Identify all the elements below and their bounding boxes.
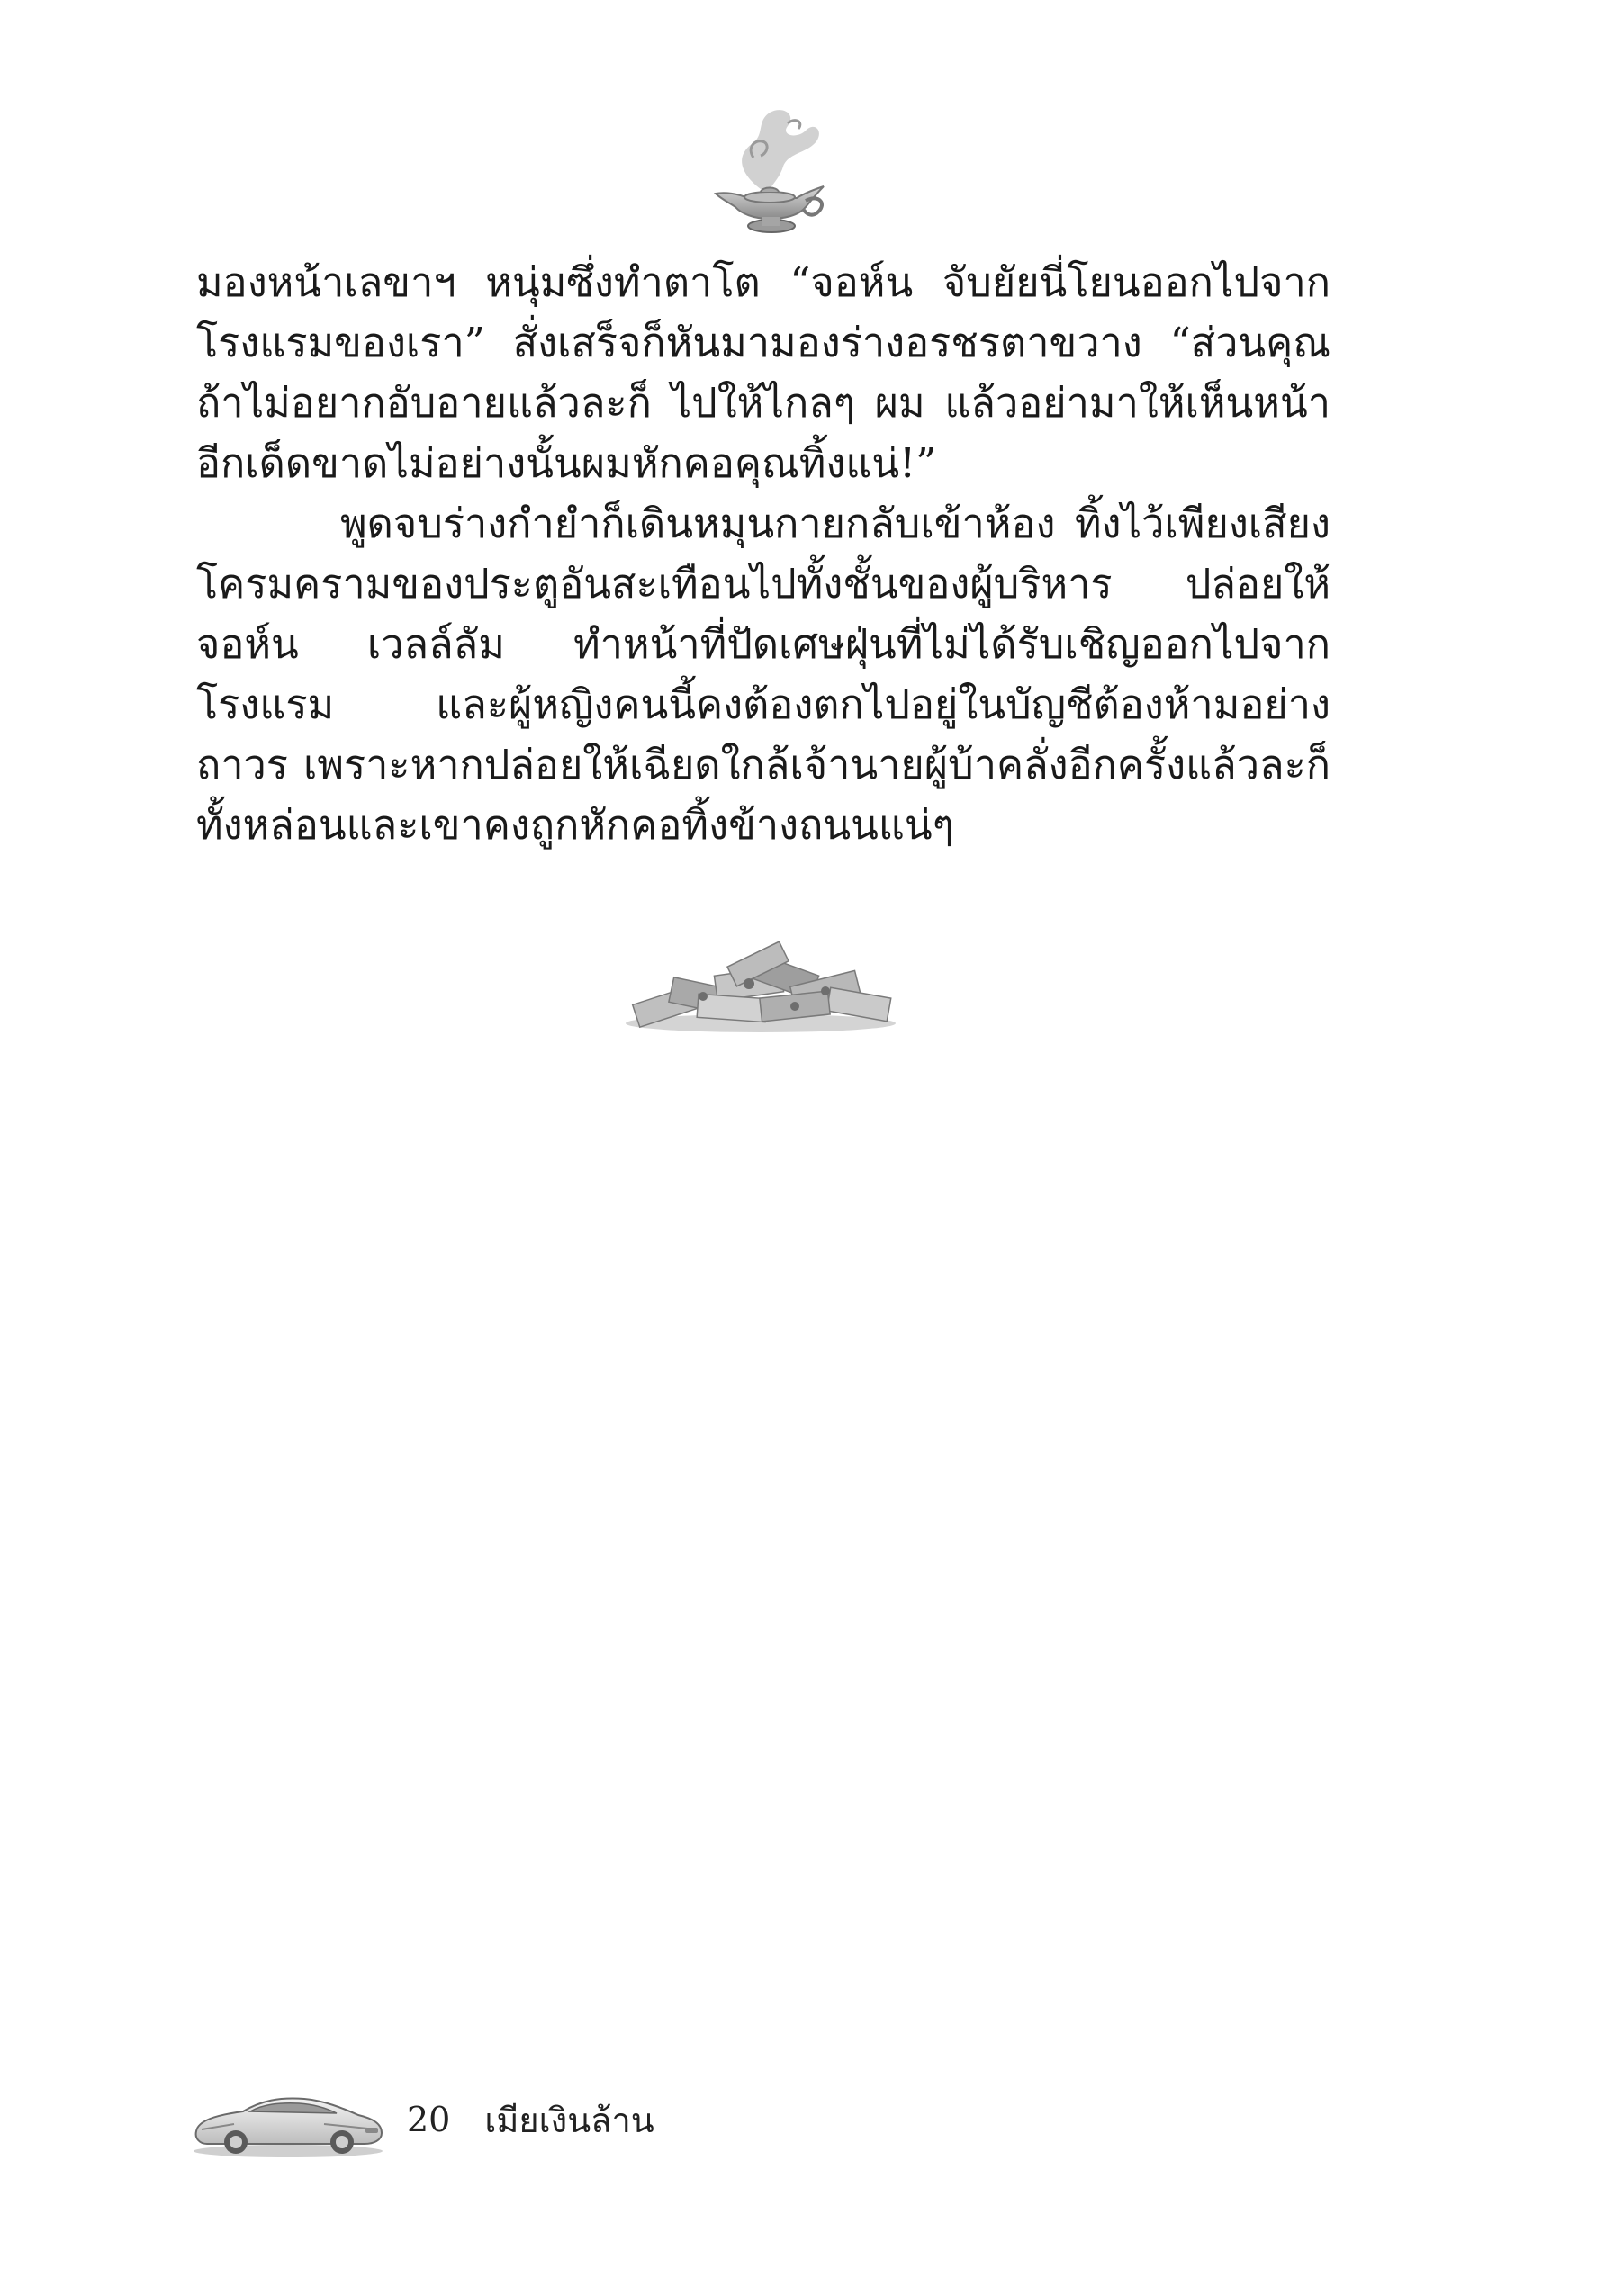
body-text: [196, 252, 1330, 855]
money-pile-icon: [617, 941, 905, 1040]
paragraph: พูดจบร่างกำยำก็เดินหมุนกายกลับเข้าห้อง ทิ้งไว้เพียงเสียงโครมครามของประตูอันสะเทือนไปทั้งชั้นของผู้บริหาร ปล่อยให้ จอห์น เวลล์ลัม ทำหน้าที่ปัดเศษฝุ่นที่ไม่ได้รับเชิญออกไปจากโรงแรม และผู้หญิงคนนี้คงต้องตกไปอยู่ในบัญชีต้องห้ามอย่างถาวร เพราะหากปล่อยให้เฉียดใกล้เจ้านายผู้บ้าคลั่งอีกครั้งแล้วละก็ ทั้งหล่อนและเขาคงถูกหักคอทิ้งข้างถนนแน่ๆ: [196, 500, 1330, 849]
genie-lamp-icon: [698, 104, 842, 239]
page-number: 20: [407, 2100, 451, 2139]
page-footer: [189, 2075, 654, 2165]
car-icon: [189, 2079, 387, 2160]
book-title: เมียเงินล้าน: [484, 2100, 654, 2140]
paragraph: มองหน้าเลขาฯ หนุ่มซึ่งทำตาโต “จอห์น จับยัยนี่โยนออกไปจากโรงแรมของเรา” สั่งเสร็จก็หันมามองร่างอรชรตาขวาง “ส่วนคุณ ถ้าไม่อยากอับอายแล้วละก็ ไปให้ไกลๆ ผม แล้วอย่ามาให้เห็นหน้าอีกเด็ดขาดไม่อย่างนั้นผมหักคอคุณทิ้งแน่!”: [196, 258, 1330, 487]
